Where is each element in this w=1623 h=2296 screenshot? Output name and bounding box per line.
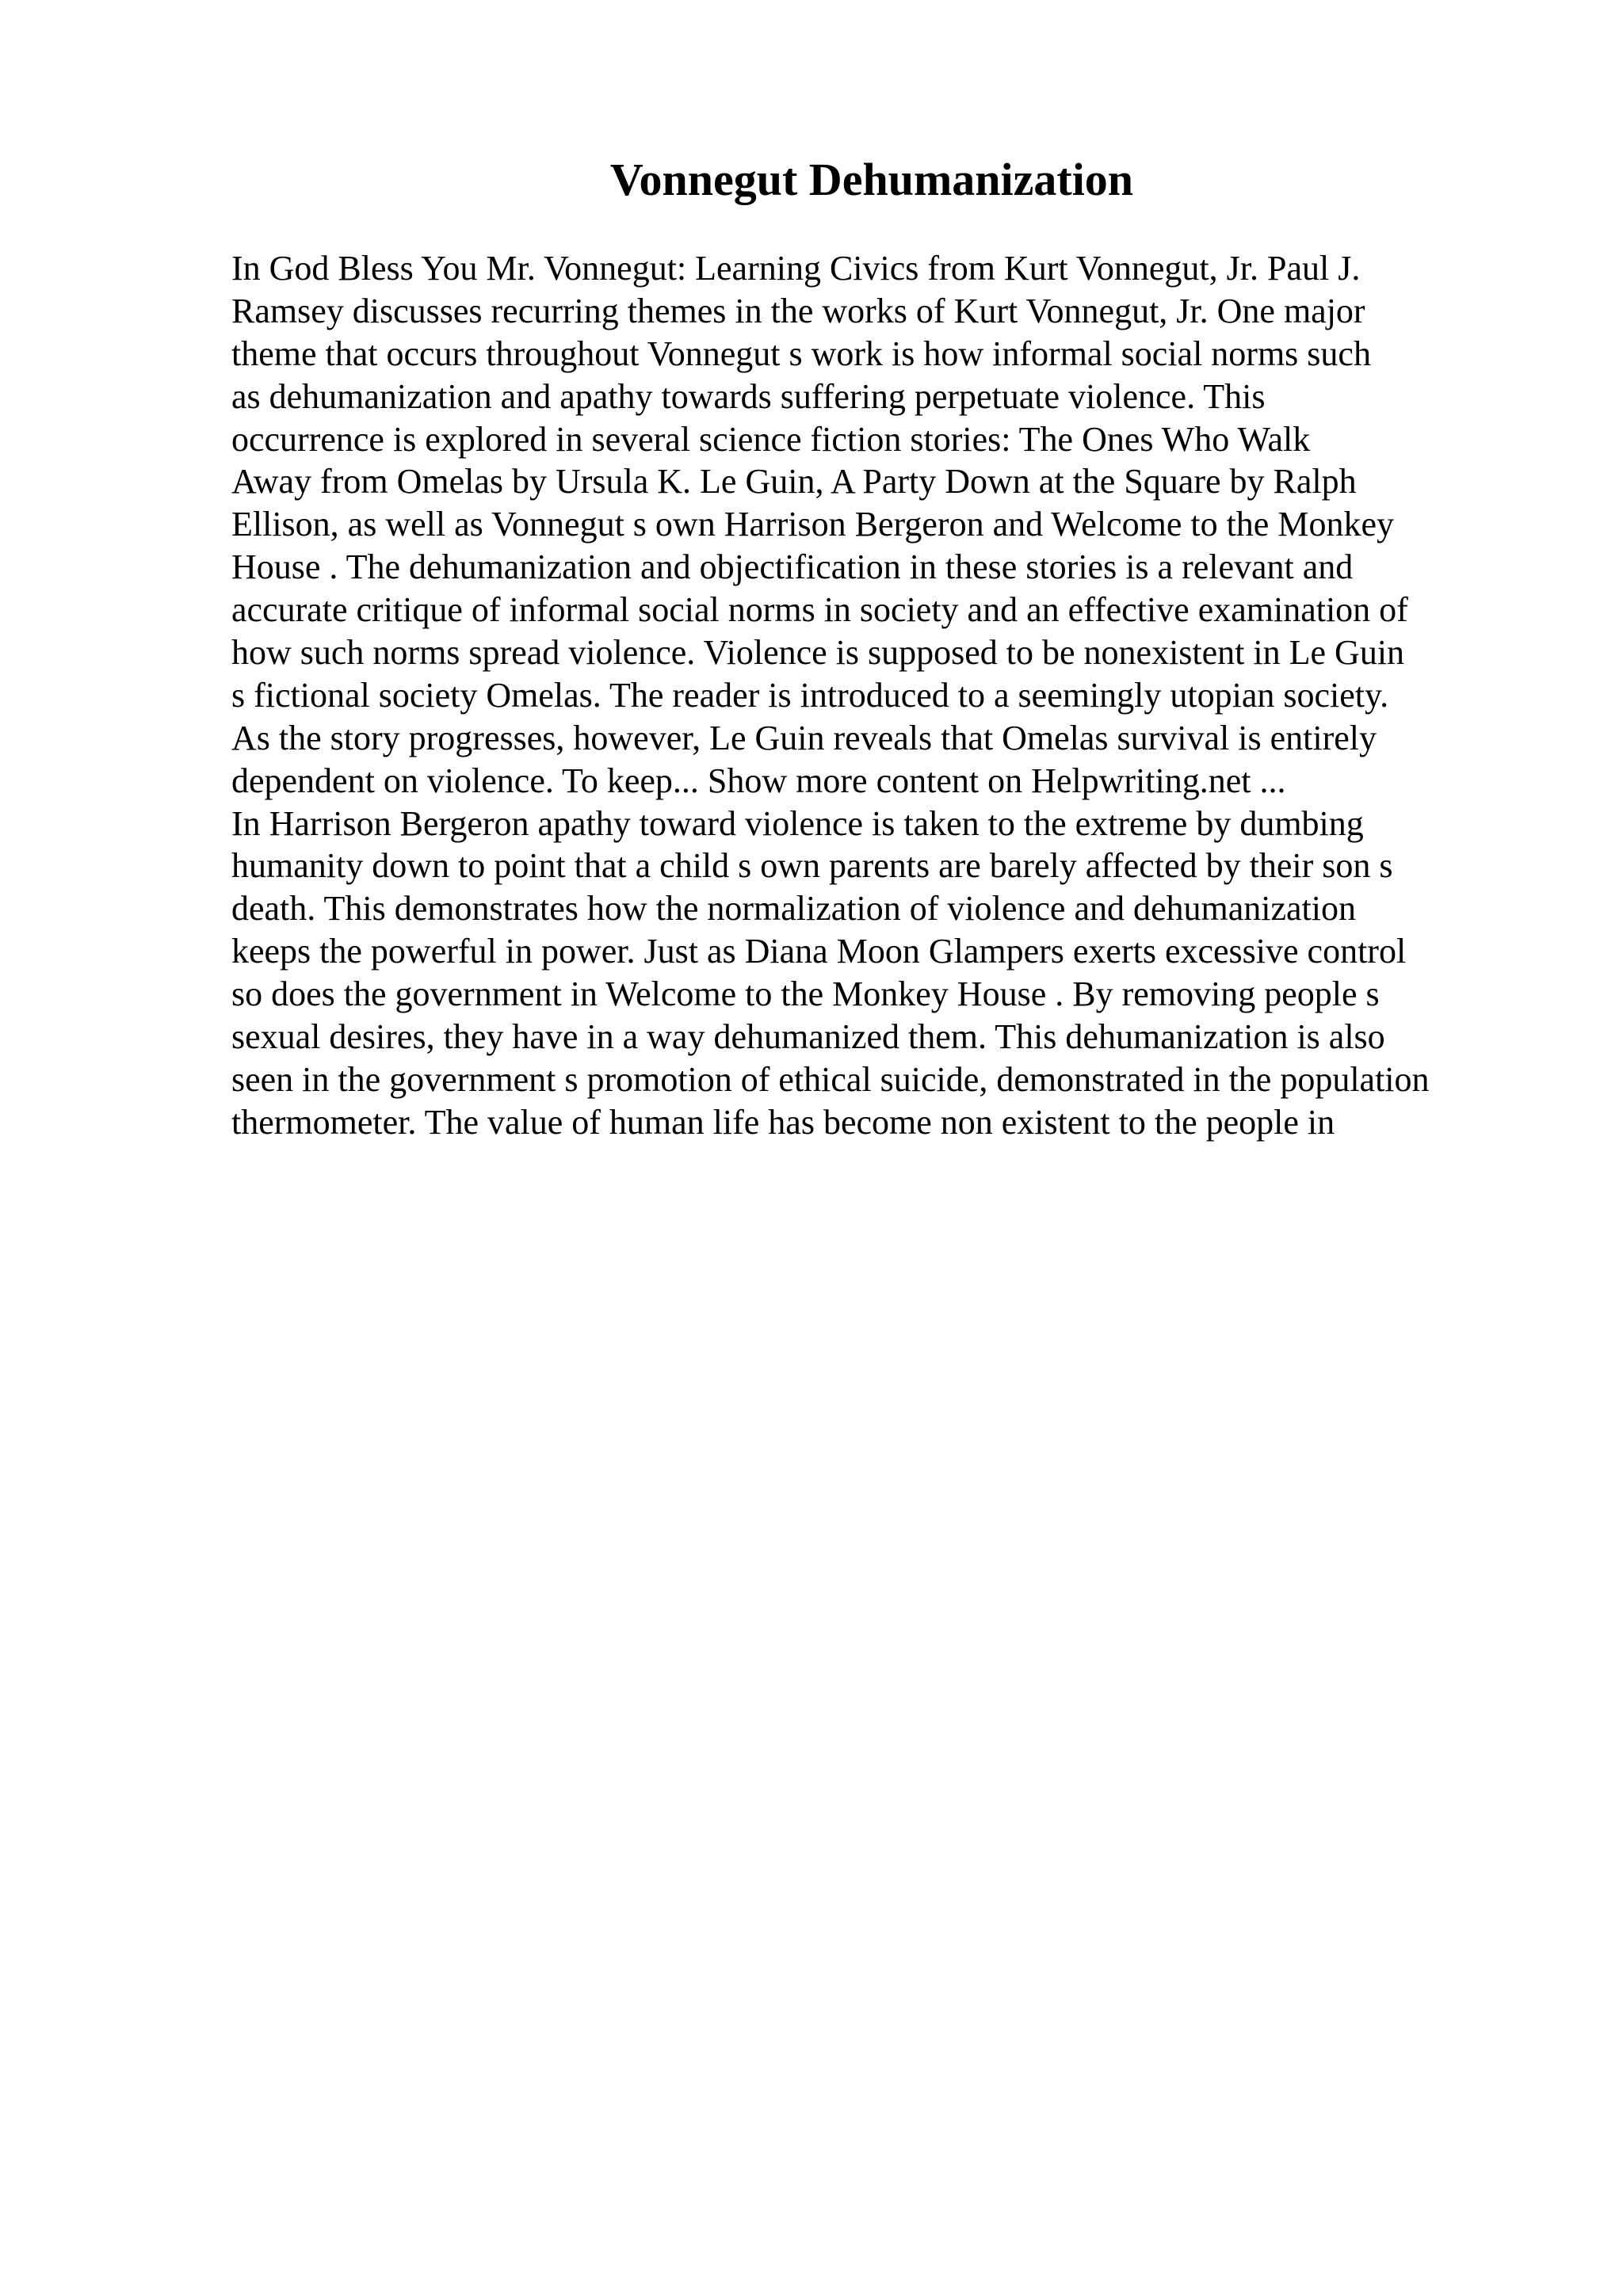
body-line: theme that occurs throughout Vonnegut s work is how informal social norms such — [231, 334, 1371, 373]
document-body — [231, 247, 1515, 1144]
body-line: seen in the government s promotion of ethical suicide, demonstrated in the population — [231, 1059, 1430, 1099]
body-line: how such norms spread violence. Violence is supposed to be nonexistent in Le Guin — [231, 633, 1405, 673]
body-line: as dehumanization and apathy towards suffering perpetuate violence. This — [231, 376, 1266, 416]
document-title: Vonnegut Dehumanization — [609, 154, 1134, 205]
body-line: House . The dehumanization and objectification in these stories is a relevant and — [231, 547, 1354, 587]
body-line: Ellison, as well as Vonnegut s own Harrison Bergeron and Welcome to the Monkey — [231, 505, 1394, 544]
body-line: sexual desires, they have in a way dehumanized them. This dehumanization is also — [231, 1017, 1385, 1057]
body-line: humanity down to point that a child s own parents are barely affected by their son s — [231, 846, 1393, 886]
body-line: Ramsey discusses recurring themes in the works of Kurt Vonnegut, Jr. One major — [231, 291, 1365, 330]
body-line: thermometer. The value of human life has become non existent to the people in — [231, 1102, 1335, 1142]
body-line: Away from Omelas by Ursula K. Le Guin, A Party Down at the Square by Ralph — [231, 462, 1357, 502]
body-line: occurrence is explored in several science fiction stories: The Ones Who Walk — [231, 419, 1311, 459]
body-line: keeps the powerful in power. Just as Diana Moon Glampers exerts excessive control — [231, 932, 1407, 971]
body-line: As the story progresses, however, Le Guin reveals that Omelas survival is entirely — [231, 718, 1377, 757]
body-line: In God Bless You Mr. Vonnegut: Learning Civics from Kurt Vonnegut, Jr. Paul J. — [231, 249, 1361, 288]
body-line: In Harrison Bergeron apathy toward violence is taken to the extreme by dumbing — [231, 803, 1364, 843]
body-line: s fictional society Omelas. The reader is introduced to a seemingly utopian society. — [231, 675, 1389, 715]
body-line: death. This demonstrates how the normalization of violence and dehumanization — [231, 889, 1356, 929]
body-line: dependent on violence. To keep... Show more content on Helpwriting.net ... — [231, 761, 1286, 800]
body-line: accurate critique of informal social norms in society and an effective examination of — [231, 590, 1408, 630]
body-line: so does the government in Welcome to the Monkey House . By removing people s — [231, 974, 1380, 1014]
